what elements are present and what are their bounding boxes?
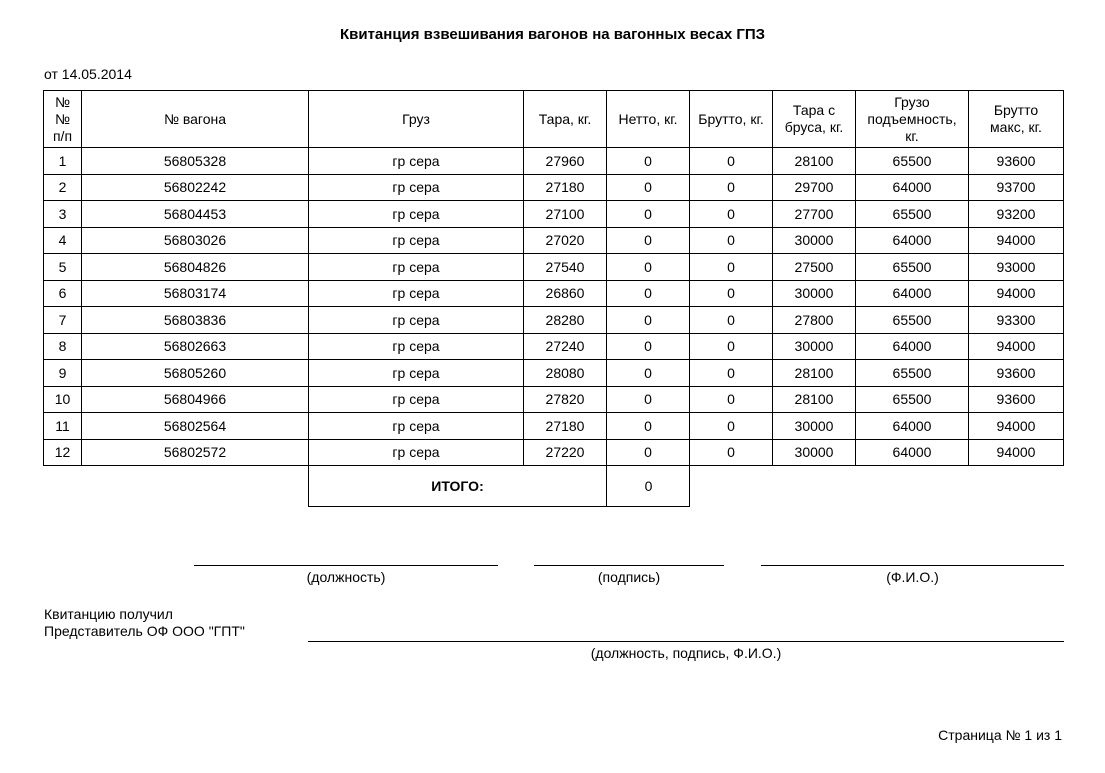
cell-gross: 0: [690, 254, 773, 281]
cell-number: 6: [44, 280, 82, 307]
cell-cargo: гр сера: [309, 333, 524, 360]
signature-caption: (подпись): [597, 569, 661, 585]
cell-wagon: 56805260: [82, 360, 309, 387]
name-caption: (Ф.И.О.): [886, 569, 939, 585]
cell-gross-max: 94000: [969, 333, 1064, 360]
cell-net: 0: [607, 201, 690, 228]
cell-net: 0: [607, 254, 690, 281]
header-capacity-line3: кг.: [905, 127, 919, 144]
cell-number: 7: [44, 307, 82, 334]
cell-gross-max: 94000: [969, 413, 1064, 440]
cell-tare-beam: 27700: [773, 201, 856, 228]
cell-gross-max: 93600: [969, 148, 1064, 175]
cell-number: 9: [44, 360, 82, 387]
header-number-line2: №: [54, 110, 71, 127]
cell-capacity: 65500: [856, 360, 969, 387]
cell-net: 0: [607, 307, 690, 334]
cell-capacity: 65500: [856, 307, 969, 334]
header-net: Нетто, кг.: [607, 91, 690, 148]
cell-number: 2: [44, 174, 82, 201]
cell-gross: 0: [690, 148, 773, 175]
cell-tare-beam: 30000: [773, 413, 856, 440]
receiver-block: [44, 606, 245, 640]
cell-wagon: 56804826: [82, 254, 309, 281]
cell-tare: 27100: [524, 201, 607, 228]
cell-tare-beam: 28100: [773, 386, 856, 413]
cell-gross: 0: [690, 360, 773, 387]
cell-wagon: 56802663: [82, 333, 309, 360]
position-caption: (должность): [306, 569, 386, 585]
cell-gross-max: 93600: [969, 360, 1064, 387]
page-number: Страница № 1 из 1: [938, 727, 1062, 743]
cell-gross: 0: [690, 201, 773, 228]
cell-capacity: 65500: [856, 386, 969, 413]
receiver-line1: Квитанцию получил: [44, 606, 173, 622]
header-cargo: Груз: [309, 91, 524, 148]
header-wagon: № вагона: [82, 91, 309, 148]
total-value: 0: [644, 478, 653, 494]
header-gross-max-line2: макс, кг.: [990, 119, 1042, 135]
cell-net: 0: [607, 333, 690, 360]
header-capacity-line2: подъемность,: [867, 110, 957, 127]
table-row: [44, 174, 1064, 201]
cell-tare: 27960: [524, 148, 607, 175]
cell-gross-max: 93300: [969, 307, 1064, 334]
cell-gross-max: 94000: [969, 439, 1064, 466]
name-signature-line: [761, 565, 1064, 566]
weighing-table: [43, 90, 1064, 466]
cell-tare: 27220: [524, 439, 607, 466]
cell-number: 11: [44, 413, 82, 440]
cell-cargo: гр сера: [309, 227, 524, 254]
cell-tare-beam: 27500: [773, 254, 856, 281]
cell-wagon: 56803026: [82, 227, 309, 254]
cell-gross: 0: [690, 333, 773, 360]
table-row: [44, 227, 1064, 254]
header-tare-beam-line1: Тара с: [792, 102, 836, 118]
table-row: [44, 201, 1064, 228]
cell-net: 0: [607, 280, 690, 307]
cell-cargo: гр сера: [309, 174, 524, 201]
header-gross-max-line1: Брутто: [993, 102, 1039, 118]
cell-tare: 27180: [524, 413, 607, 440]
cell-tare: 26860: [524, 280, 607, 307]
cell-net: 0: [607, 227, 690, 254]
cell-cargo: гр сера: [309, 201, 524, 228]
cell-number: 8: [44, 333, 82, 360]
cell-number: 1: [44, 148, 82, 175]
cell-tare-beam: 30000: [773, 227, 856, 254]
cell-capacity: 64000: [856, 333, 969, 360]
cell-tare-beam: 30000: [773, 280, 856, 307]
cell-gross-max: 93700: [969, 174, 1064, 201]
cell-cargo: гр сера: [309, 413, 524, 440]
cell-tare: 28280: [524, 307, 607, 334]
header-tare-beam: [773, 91, 856, 148]
header-number-line3: п/п: [52, 127, 73, 144]
cell-tare-beam: 30000: [773, 333, 856, 360]
cell-net: 0: [607, 386, 690, 413]
table-row: [44, 439, 1064, 466]
cell-tare-beam: 27800: [773, 307, 856, 334]
cell-cargo: гр сера: [309, 280, 524, 307]
header-number: [44, 91, 82, 148]
cell-tare: 27820: [524, 386, 607, 413]
cell-wagon: 56802564: [82, 413, 309, 440]
cell-wagon: 56803836: [82, 307, 309, 334]
cell-tare-beam: 28100: [773, 360, 856, 387]
cell-gross: 0: [690, 227, 773, 254]
cell-gross: 0: [690, 280, 773, 307]
cell-number: 10: [44, 386, 82, 413]
table-header-row: [44, 91, 1064, 148]
cell-net: 0: [607, 439, 690, 466]
header-gross-max: [969, 91, 1064, 148]
cell-wagon: 56802572: [82, 439, 309, 466]
cell-net: 0: [607, 413, 690, 440]
cell-wagon: 56802242: [82, 174, 309, 201]
cell-net: 0: [607, 360, 690, 387]
cell-tare: 27180: [524, 174, 607, 201]
cell-capacity: 65500: [856, 254, 969, 281]
table-row: [44, 413, 1064, 440]
cell-tare: 27240: [524, 333, 607, 360]
cell-number: 5: [44, 254, 82, 281]
cell-wagon: 56805328: [82, 148, 309, 175]
cell-wagon: 56803174: [82, 280, 309, 307]
cell-capacity: 64000: [856, 227, 969, 254]
table-row: [44, 307, 1064, 334]
cell-gross: 0: [690, 307, 773, 334]
cell-tare: 27020: [524, 227, 607, 254]
cell-gross-max: 93600: [969, 386, 1064, 413]
cell-tare: 27540: [524, 254, 607, 281]
cell-number: 12: [44, 439, 82, 466]
cell-gross: 0: [690, 413, 773, 440]
cell-capacity: 64000: [856, 280, 969, 307]
header-gross: Брутто, кг.: [690, 91, 773, 148]
cell-number: 3: [44, 201, 82, 228]
header-capacity: [856, 91, 969, 148]
cell-net: 0: [607, 148, 690, 175]
cell-wagon: 56804966: [82, 386, 309, 413]
cell-gross: 0: [690, 174, 773, 201]
receiver-signature-line: [308, 641, 1064, 642]
cell-gross-max: 93000: [969, 254, 1064, 281]
cell-cargo: гр сера: [309, 254, 524, 281]
table-row: [44, 280, 1064, 307]
cell-cargo: гр сера: [309, 439, 524, 466]
table-row: [44, 386, 1064, 413]
position-signature-line: [194, 565, 498, 566]
cell-gross: 0: [690, 439, 773, 466]
cell-capacity: 64000: [856, 439, 969, 466]
cell-capacity: 65500: [856, 148, 969, 175]
total-block: [308, 466, 690, 507]
table-row: [44, 254, 1064, 281]
cell-number: 4: [44, 227, 82, 254]
cell-capacity: 65500: [856, 201, 969, 228]
cell-gross: 0: [690, 386, 773, 413]
cell-tare-beam: 30000: [773, 439, 856, 466]
total-label: ИТОГО:: [309, 466, 607, 506]
cell-wagon: 56804453: [82, 201, 309, 228]
receiver-caption: (должность, подпись, Ф.И.О.): [590, 645, 782, 661]
cell-capacity: 64000: [856, 413, 969, 440]
cell-gross-max: 93200: [969, 201, 1064, 228]
cell-gross-max: 94000: [969, 227, 1064, 254]
table-row: [44, 148, 1064, 175]
signature-line: [534, 565, 724, 566]
cell-capacity: 64000: [856, 174, 969, 201]
cell-tare-beam: 29700: [773, 174, 856, 201]
cell-cargo: гр сера: [309, 307, 524, 334]
header-number-line1: №: [54, 93, 71, 110]
cell-cargo: гр сера: [309, 360, 524, 387]
cell-gross-max: 94000: [969, 280, 1064, 307]
cell-net: 0: [607, 174, 690, 201]
table-row: [44, 360, 1064, 387]
cell-cargo: гр сера: [309, 148, 524, 175]
table-row: [44, 333, 1064, 360]
header-capacity-line1: Грузо: [894, 93, 930, 110]
receiver-line2: Представитель ОФ ООО "ГПТ": [44, 623, 245, 639]
cell-cargo: гр сера: [309, 386, 524, 413]
cell-tare: 28080: [524, 360, 607, 387]
header-tare: Тара, кг.: [524, 91, 607, 148]
document-date: от 14.05.2014: [44, 66, 132, 82]
cell-tare-beam: 28100: [773, 148, 856, 175]
header-tare-beam-line2: бруса, кг.: [784, 119, 844, 135]
document-title: Квитанция взвешивания вагонов на вагонных весах ГПЗ: [339, 26, 766, 43]
